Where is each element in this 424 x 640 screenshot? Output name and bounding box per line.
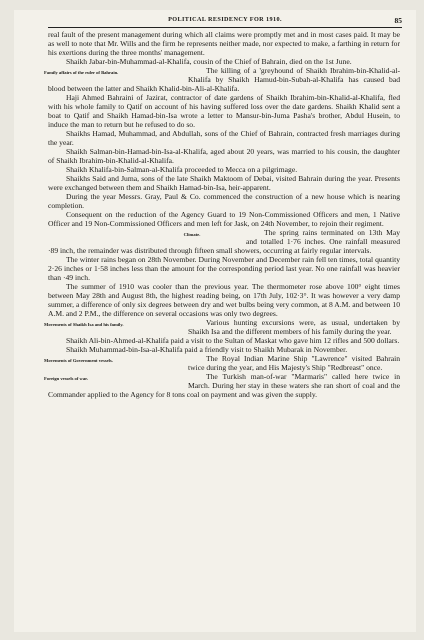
- paragraph: The winter rains began on 28th November. During November and December rain fell ten times, total quantity 2·26 inches or 1·58 inches less than the amount for the corresponding period last year. No one rainfall was heavier than ·49 inch.: [48, 255, 400, 282]
- paragraph: Consequent on the reduction of the Agency Guard to 19 Non-Commissioned Officers and men, 1 Native Officer and 19 Non-Commissioned Officers and men left for Jask, on 24th November, to rejoin their regiment.: [48, 210, 400, 228]
- paragraph: Shaikh Ali-bin-Ahmed-al-Khalifa paid a visit to the Sultan of Maskat who gave him 12 rifles and 500 dollars.: [66, 336, 400, 345]
- margin-note-family-affairs: Family affairs of the ruler of Bahrain.: [44, 70, 119, 75]
- page-number: 85: [394, 16, 402, 25]
- margin-note-movements-government: Movements of Government vessels.: [44, 358, 113, 363]
- paragraph: Haji Ahmed Bahraini of Jazirat, contractor of date gardens of Shaikh Ibrahim-bin-Khalid-al-Khalifa, fled with his whole family to Qatif on account of his having suffered loss over the date gardens. Shaikh Khalid sent a boat to Qatif and Shaikh Hamad-bin-Isa wrote a letter to Mansur-bin-Juma Pasha's brother, Abdul Husein, to induce the man to return but he refused to do so.: [48, 93, 400, 129]
- paragraph: During the year Messrs. Gray, Paul & Co. commenced the construction of a new house which is nearing completion.: [48, 192, 400, 210]
- paragraph: Shaikhs Hamad, Muhammad, and Abdullah, sons of the Chief of Bahrain, contracted fresh marriages during the year.: [48, 129, 400, 147]
- margin-note-movements-family: Movements of Shaikh Isa and his family.: [44, 322, 124, 327]
- paragraph: Shaikhs Said and Juma, sons of the late Shaikh Maktoom of Debai, visited Bahrain during the year. Presents were exchanged between them and Shaikh Hamad-bin-Isa, heir-apparent.: [48, 174, 400, 192]
- margin-note-climate: Climate.: [183, 232, 201, 237]
- body-text: [44, 30, 400, 399]
- paragraph: The Turkish man-of-war "Marmaris" called here twice in March. During her stay in these waters she ran short of coal and the Commander applied to the Agency for 8 tons coal on payment and was given the supply.: [48, 372, 400, 399]
- paragraph: Shaikh Jabar-bin-Muhammad-al-Khalifa, cousin of the Chief of Bahrain, died on the 1st June.: [66, 57, 352, 66]
- paragraph: The Royal Indian Marine Ship "Lawrence" visited Bahrain twice during the year, and His Majesty's Ship "Redbreast" once.: [188, 354, 400, 372]
- running-title: POLITICAL RESIDENCY FOR 1910.: [168, 16, 282, 23]
- paragraph: real fault of the present management during which all claims were promptly met and in most cases paid. It may be as well to note that Mr. Wills and the firm he represents neither made, nor expected to make, a farthing in return for his exertions during the three months' management.: [48, 30, 400, 57]
- paragraph: Shaikh Muhammad-bin-Isa-al-Khalifa paid a friendly visit to Shaikh Mubarak in November.: [66, 345, 348, 354]
- paragraph: Shaikh Khalifa-bin-Salman-al-Khalifa proceeded to Mecca on a pilgrimage.: [66, 165, 298, 174]
- header-rule: [48, 27, 402, 28]
- paragraph: The killing of a 'greyhound of Shaikh Ibrahim-bin-Khalid-al-Khalifa by Shaikh Hamud-bin-Subah-al-Khalifa has caused bad blood between the latter and Shaikh Khalid-bin-Ali-al-Khalifa.: [48, 66, 400, 93]
- document-page: [14, 10, 416, 632]
- paragraph: Various hunting excursions were, as usual, undertaken by Shaikh Isa and the different members of his family during the year.: [188, 318, 400, 336]
- paragraph: The summer of 1910 was cooler than the previous year. The thermometer rose above 100° eight times between May 28th and August 8th, the highest reading being, on 17th July, 102·3°. It was however a very damp summer, a difference of only six degrees between dry and wet bulbs being very common, at 8 A.M. and between 10 A.M. and 2 P.M., the difference on several occasions was only two degrees.: [48, 282, 400, 318]
- margin-note-foreign-vessels: Foreign vessels of war.: [44, 376, 88, 381]
- paragraph: The spring rains terminated on 13th May and totalled 1·76 inches. One rainfall measured ·89 inch, the remainder was distributed through fifteen small showers, occurring at fairly regular intervals.: [48, 228, 400, 255]
- paragraph: Shaikh Salman-bin-Hamad-bin-Isa-al-Khalifa, aged about 20 years, was married to his cousin, the daughter of Shaikh Ibrahim-bin-Khalid-al-Khalifa.: [48, 147, 400, 165]
